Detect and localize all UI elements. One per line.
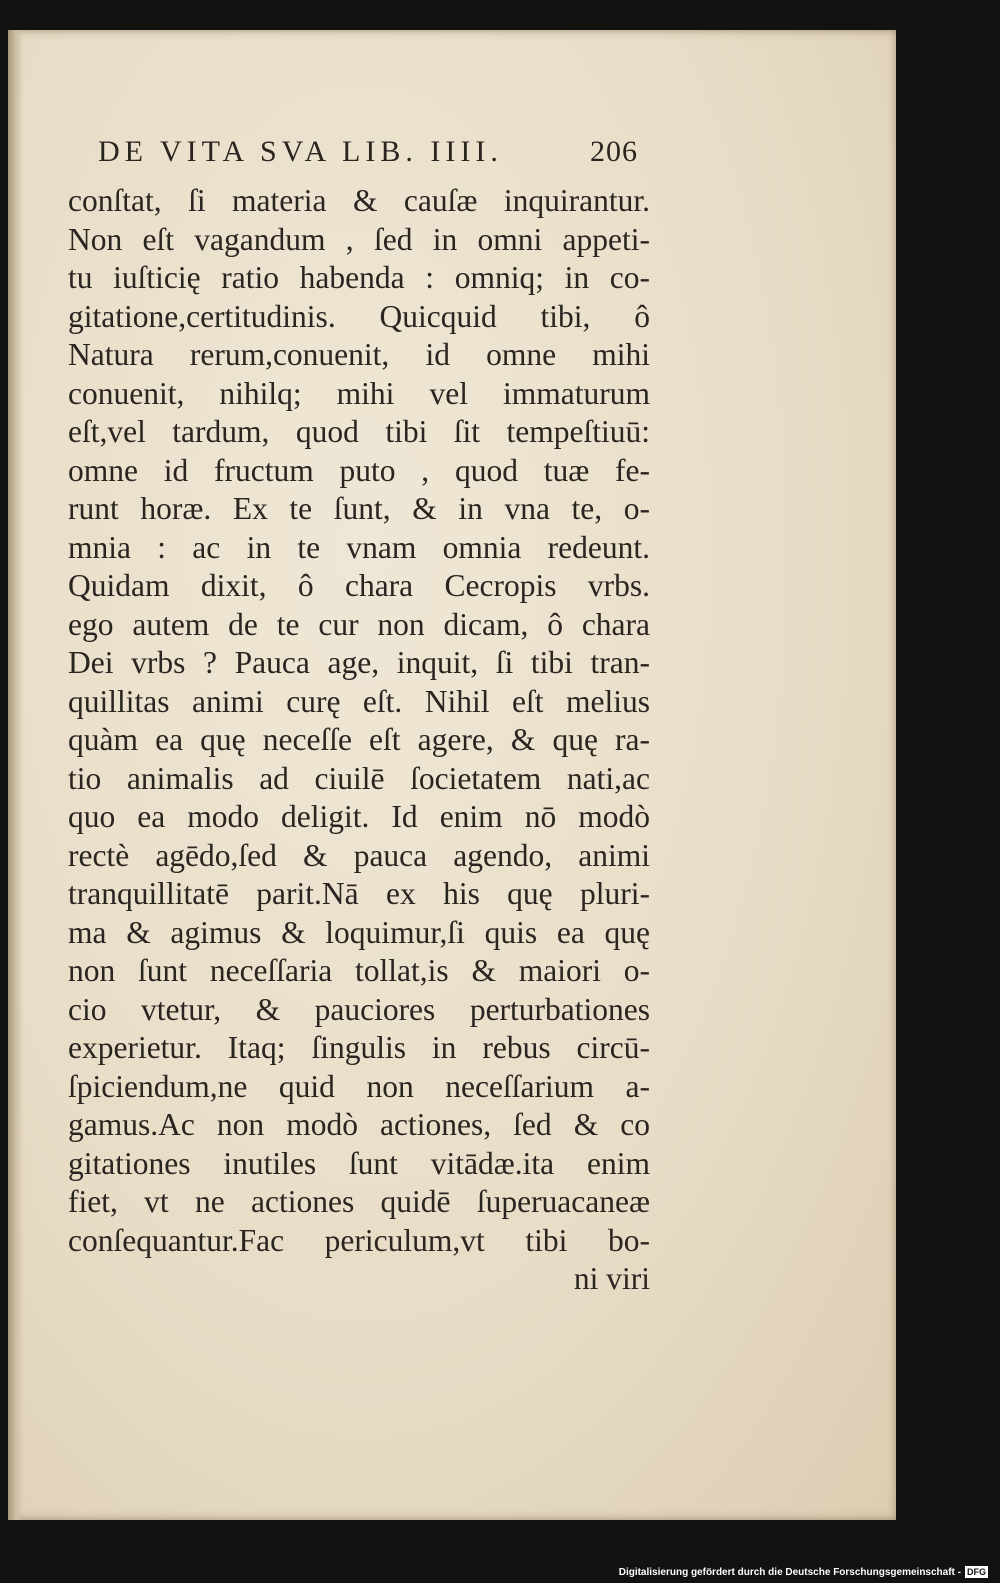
body-text: [68, 182, 650, 1299]
catchword: ni viri: [573, 1261, 650, 1296]
text-line: Dei vrbs ? Pauca age, inquit, ſi tibi tran-: [68, 645, 650, 680]
text-line: Natura rerum,conuenit, id omne mihi: [68, 337, 650, 372]
text-line: non ſunt neceſſaria tollat,is & maiori o-: [68, 953, 650, 988]
text-line: tu iuſticię ratio habenda : omniq; in co-: [68, 260, 650, 295]
text-line: gamus.Ac non modò actiones, ſed & co: [68, 1107, 650, 1142]
text-line: ma & agimus & loquimur,ſi quis ea quę: [68, 914, 650, 950]
folio-number: 206: [590, 135, 638, 168]
text-line: ſpiciendum,ne quid non neceſſarium a-: [68, 1068, 650, 1104]
text-line: quàm ea quę neceſſe eſt agere, & quę ra-: [68, 722, 650, 757]
text-line: cio vtetur, & pauciores perturbationes: [68, 991, 650, 1027]
text-line: gitatione,certitudinis. Quicquid tibi, ô: [68, 298, 650, 334]
text-line: tio animalis ad ciuilē ſocietatem nati,ac: [68, 760, 650, 796]
text-line: mnia : ac in te vnam omnia redeunt.: [68, 529, 650, 565]
text-line: omne id fructum puto , quod tuæ fe-: [68, 452, 650, 488]
text-line: experietur. Itaq; ſingulis in rebus circū-: [68, 1030, 650, 1065]
credit-text: Digitalisierung gefördert durch die Deutsche Forschungsgemeinschaft -: [618, 1566, 961, 1578]
text-line: tranquillitatē parit.Nā ex his quę pluri-: [68, 876, 650, 911]
text-line: runt horæ. Ex te ſunt, & in vna te, o-: [68, 491, 650, 526]
text-line: eſt,vel tardum, quod tibi ſit tempeſtiuū:: [68, 414, 650, 449]
text-line: fiet, vt ne actiones quidē ſuperuacaneæ: [68, 1184, 650, 1219]
text-line: conuenit, nihilq; mihi vel immaturum: [68, 375, 650, 411]
running-header: [98, 135, 638, 169]
text-line: Non eſt vagandum , ſed in omni appeti-: [68, 221, 650, 257]
digitization-credit: [619, 1566, 988, 1578]
text-line: rectè agēdo,ſed & pauca agendo, animi: [68, 837, 650, 873]
text-line: conſequantur.Fac periculum,vt tibi bo-: [68, 1222, 650, 1258]
dfg-logo: DFG: [967, 1567, 986, 1577]
text-line: quo ea modo deligit. Id enim nō modò: [68, 799, 650, 834]
book-page: [8, 30, 896, 1520]
text-line: ego autem de te cur non dicam, ô chara: [68, 606, 650, 642]
text-line: conſtat, ſi materia & cauſæ inquirantur.: [68, 183, 650, 218]
text-line: quillitas animi curę eſt. Nihil eſt melius: [68, 683, 650, 719]
running-title: DE VITA SVA LIB. IIII.: [98, 135, 503, 168]
text-line: Quidam dixit, ô chara Cecropis vrbs.: [68, 568, 650, 603]
page-gutter-shadow: [8, 30, 22, 1520]
text-line: gitationes inutiles ſunt vitādæ.ita enim: [68, 1145, 650, 1181]
